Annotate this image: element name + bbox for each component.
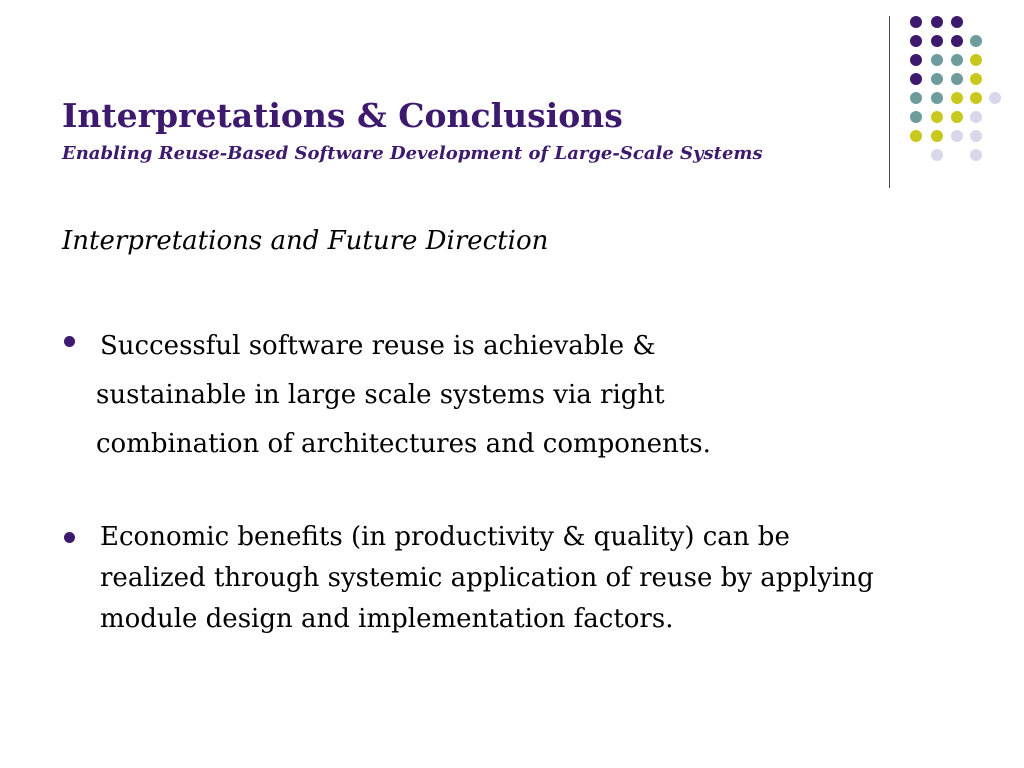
- decor-dot: [951, 92, 963, 104]
- slide-title: Interpretations & Conclusions: [62, 96, 623, 135]
- decor-dot: [910, 111, 922, 123]
- slide-subtitle: Enabling Reuse-Based Software Development of Large-Scale Systems: [62, 143, 763, 164]
- decor-dot: [910, 130, 922, 142]
- decor-dot: [931, 73, 943, 85]
- bullet-marker: [64, 532, 75, 543]
- bullet-item-1: [62, 322, 842, 469]
- decor-dot: [970, 130, 982, 142]
- decor-dot: [910, 92, 922, 104]
- bullet-1-line-2: sustainable in large scale systems via right: [96, 380, 665, 410]
- decor-dot: [931, 92, 943, 104]
- bullet-1-line-1: Successful software reuse is achievable &: [100, 331, 656, 361]
- decor-dot: [931, 16, 943, 28]
- divider-line: [889, 16, 890, 188]
- decor-dot: [931, 35, 943, 47]
- decor-dot: [989, 92, 1001, 104]
- decor-dot: [970, 73, 982, 85]
- decor-dot: [970, 92, 982, 104]
- decor-dot: [951, 35, 963, 47]
- decor-dot: [970, 149, 982, 161]
- decor-dot: [931, 111, 943, 123]
- decor-dot: [951, 16, 963, 28]
- decor-dot: [931, 54, 943, 66]
- section-heading: Interpretations and Future Direction: [62, 226, 549, 256]
- decor-dot: [910, 54, 922, 66]
- decor-dot: [910, 16, 922, 28]
- decor-dot: [951, 130, 963, 142]
- bullet-item-2: Economic benefits (in productivity & quality) can be realized through systemic application of reuse by applying module design and implementation factors.: [100, 522, 874, 634]
- decor-dot: [970, 111, 982, 123]
- decor-dot: [910, 35, 922, 47]
- bullet-1-line-3: combination of architectures and components.: [96, 429, 711, 459]
- decor-dot: [970, 54, 982, 66]
- decor-dot: [931, 130, 943, 142]
- decor-dot: [970, 35, 982, 47]
- decor-dot: [951, 111, 963, 123]
- decor-dot: [951, 73, 963, 85]
- decor-dot: [910, 73, 922, 85]
- decor-dot: [931, 149, 943, 161]
- decor-dot: [951, 54, 963, 66]
